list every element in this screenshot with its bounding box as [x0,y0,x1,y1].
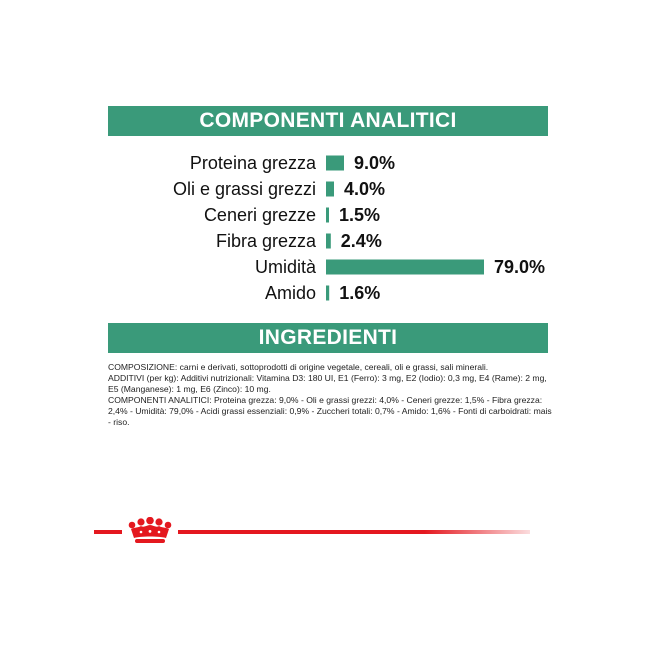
ingredients-additives: ADDITIVI (per kg): Additivi nutrizionali: Vitamina D3: 180 UI, E1 (Ferro): 3 mg, E2 (Iodio): 0,3 mg, E4 (Rame): 2 mg, E5 (Manganese): 1 mg, E6 (Zinco): 10 mg. [108,373,547,394]
footer-red-line-right [178,530,530,534]
category-label: Ceneri grezze [203,205,316,225]
category-label: Fibra grezza [215,231,316,251]
data-bar [326,156,344,171]
category-label: Umidità [254,257,316,277]
category-label: Oli e grassi grezzi [172,179,316,199]
data-bar [326,286,329,301]
value-label: 9.0% [354,153,396,173]
royal-crown-logo-icon [126,517,174,547]
value-label: 1.6% [339,283,381,303]
data-bar [326,208,329,223]
ingredients-analytics: COMPONENTI ANALITICI: Proteina grezza: 9,0% - Oli e grassi grezzi: 4,0% - Ceneri grezze: 1,5% - Fibra grezza: 2,4% - Umidità: 79,0% - Acidi grassi essenziali: 0,9% - Zuccheri totali: 0,7% - Amido: 1,6% - Fonti di carboidrati: mais - riso. [108,395,552,427]
value-label: 4.0% [344,179,386,199]
value-label: 2.4% [340,231,382,251]
data-bar [326,234,331,249]
ingredients-composition: COMPOSIZIONE: carni e derivati, sottoprodotti di origine vegetale, cereali, oli e grassi, sali minerali. [108,362,489,372]
ingredients-section-banner [108,323,548,353]
analytics-bar-chart [0,146,650,316]
value-label: 79.0% [494,257,546,277]
category-label: Proteina grezza [189,153,316,173]
analytics-section-title: COMPONENTI ANALITICI [199,109,457,132]
category-label: Amido [264,283,316,303]
analytics-section-banner [108,106,548,136]
data-bar [326,182,334,197]
ingredients-section-title: INGREDIENTI [258,326,398,349]
footer-red-line-left [94,530,122,534]
value-label: 1.5% [339,205,381,225]
data-bar [326,260,484,275]
ingredients-text-block [108,362,553,428]
